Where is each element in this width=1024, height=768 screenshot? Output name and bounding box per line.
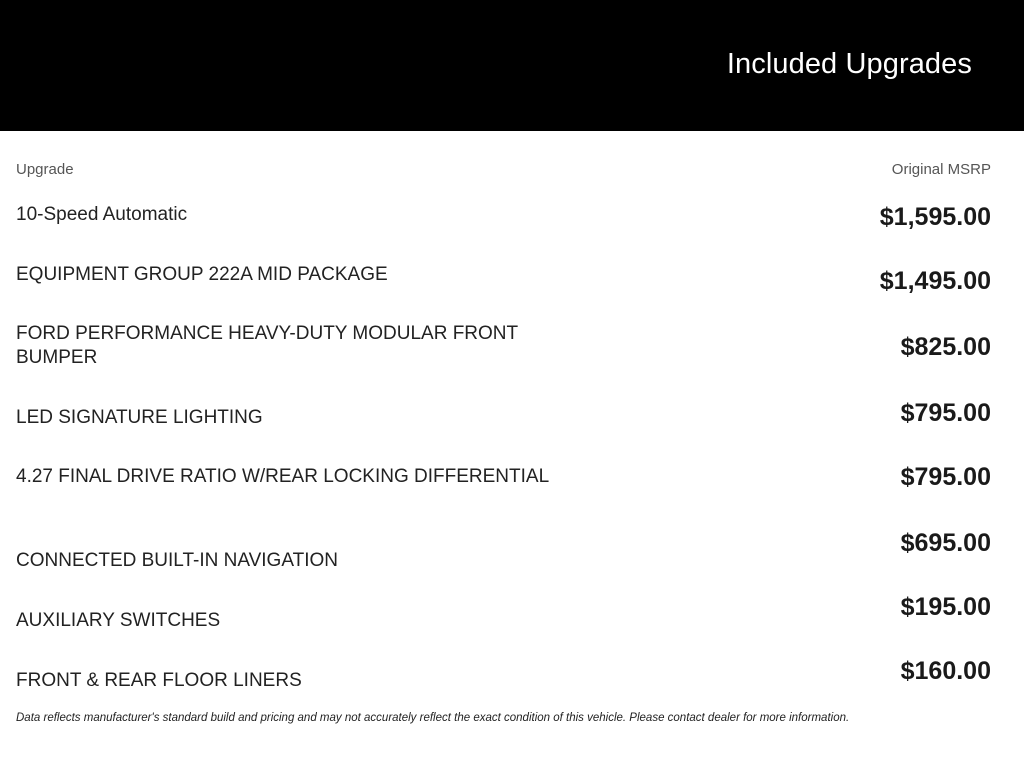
upgrade-name: 10-Speed Automatic — [16, 204, 188, 225]
disclaimer-footnote: Data reflects manufacturer's standard build and pricing and may not accurately reflect the exact condition of this vehicle. Please contact dealer for more information. — [16, 712, 850, 724]
upgrade-price: $1,595.00 — [879, 203, 991, 231]
column-header-msrp: Original MSRP — [891, 161, 991, 178]
upgrade-name: AUXILIARY SWITCHES — [16, 610, 221, 631]
upgrade-name: LED SIGNATURE LIGHTING — [16, 407, 263, 428]
upgrade-name: FRONT & REAR FLOOR LINERS — [16, 670, 302, 691]
upgrade-name: EQUIPMENT GROUP 222A MID PACKAGE — [16, 264, 388, 285]
upgrade-name: 4.27 FINAL DRIVE RATIO W/REAR LOCKING DIFFERENTIAL — [16, 466, 550, 487]
upgrade-price: $825.00 — [900, 333, 991, 361]
upgrade-price: $1,495.00 — [879, 267, 991, 295]
column-header-upgrade: Upgrade — [16, 161, 74, 178]
upgrade-price: $795.00 — [900, 399, 991, 427]
upgrade-name: FORD PERFORMANCE HEAVY-DUTY MODULAR FRONT BUMPER — [16, 323, 518, 368]
upgrade-price: $160.00 — [900, 657, 991, 685]
page-title: Included Upgrades — [726, 48, 972, 80]
header-bar — [0, 0, 1024, 131]
upgrade-price: $795.00 — [900, 463, 991, 491]
upgrade-name: CONNECTED BUILT-IN NAVIGATION — [16, 550, 338, 571]
upgrade-price: $195.00 — [900, 593, 991, 621]
upgrade-price: $695.00 — [900, 529, 991, 557]
